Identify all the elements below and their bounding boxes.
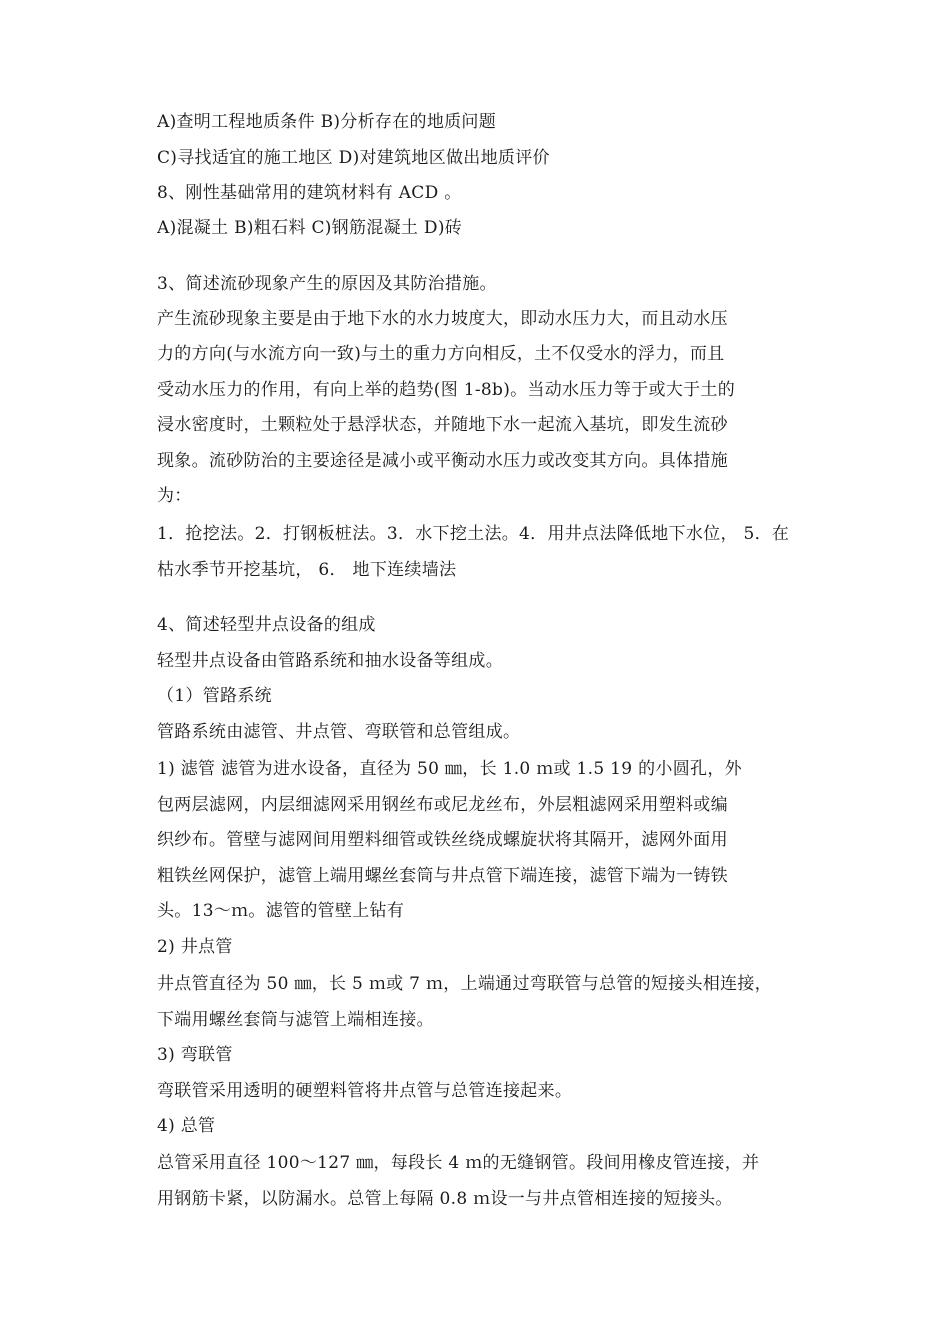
text-line: A)混凝土 B)粗石料 C)钢筋混凝土 D)砖 [157, 218, 463, 238]
text-line: 总管采用直径 100～127 ㎜，每段长 4 ｍ的无缝钢管。段间用橡皮管连接，并 [157, 1153, 760, 1173]
text-line: A)查明工程地质条件 B)分析存在的地质问题 [157, 112, 497, 132]
text-line: 井点管直径为 50 ㎜，长 5 ｍ或 7 ｍ，上端通过弯联管与总管的短接头相连接， [157, 974, 772, 994]
text-line: 管路系统由滤管、井点管、弯联管和总管组成。 [157, 722, 521, 742]
text-line: 受动水压力的作用，有向上举的趋势(图 1-8b)。当动水压力等于或大于土的 [157, 380, 736, 400]
subheading: 3) 弯联管 [157, 1045, 233, 1065]
text-line: 现象。流砂防治的主要途径是减小或平衡动水压力或改变其方向。具体措施 [157, 451, 728, 471]
text-line: 下端用螺丝套筒与滤管上端相连接。 [157, 1010, 434, 1030]
subheading: 4) 总管 [157, 1116, 216, 1136]
text-line: 为： [157, 486, 192, 506]
text-line: 用钢筋卡紧，以防漏水。总管上每隔 0.8 ｍ设一与井点管相连接的短接头。 [157, 1189, 733, 1209]
subheading: （1）管路系统 [157, 686, 272, 706]
text-line: 1．抢挖法。2．打钢板桩法。3．水下挖土法。4．用井点法降低地下水位， 5．在 [157, 524, 790, 544]
text-line: C)寻找适宜的施工地区 D)对建筑地区做出地质评价 [157, 148, 550, 168]
text-line: 头。13～ｍ。滤管的管壁上钻有 [157, 901, 405, 921]
text-line: 8、刚性基础常用的建筑材料有 ACD 。 [157, 183, 462, 203]
text-line: 粗铁丝网保护，滤管上端用螺丝套筒与井点管下端连接，滤管下端为一铸铁 [157, 866, 728, 886]
text-line: 1) 滤管 滤管为进水设备，直径为 50 ㎜，长 1.0 ｍ或 1.5 19 的小圆孔，外 [157, 759, 742, 779]
text-line: 弯联管采用透明的硬塑料管将井点管与总管连接起来。 [157, 1081, 573, 1101]
text-line: 产生流砂现象主要是由于地下水的水力坡度大，即动水压力大，而且动水压 [157, 309, 728, 329]
section-heading: 4、简述轻型井点设备的组成 [157, 615, 376, 635]
text-line: 轻型井点设备由管路系统和抽水设备等组成。 [157, 651, 503, 671]
text-line: 力的方向(与水流方向一致)与土的重力方向相反，土不仅受水的浮力，而且 [157, 344, 725, 364]
text-line: 枯水季节开挖基坑， 6． 地下连续墙法 [157, 560, 457, 580]
subheading: 2) 井点管 [157, 937, 233, 957]
section-heading: 3、简述流砂现象产生的原因及其防治措施。 [157, 274, 497, 294]
text-line: 浸水密度时，土颗粒处于悬浮状态，并随地下水一起流入基坑，即发生流砂 [157, 415, 728, 435]
text-line: 包两层滤网，内层细滤网采用钢丝布或尼龙丝布，外层粗滤网采用塑料或编 [157, 795, 728, 815]
text-line: 织纱布。管壁与滤网间用塑料细管或铁丝绕成螺旋状将其隔开，滤网外面用 [157, 830, 728, 850]
